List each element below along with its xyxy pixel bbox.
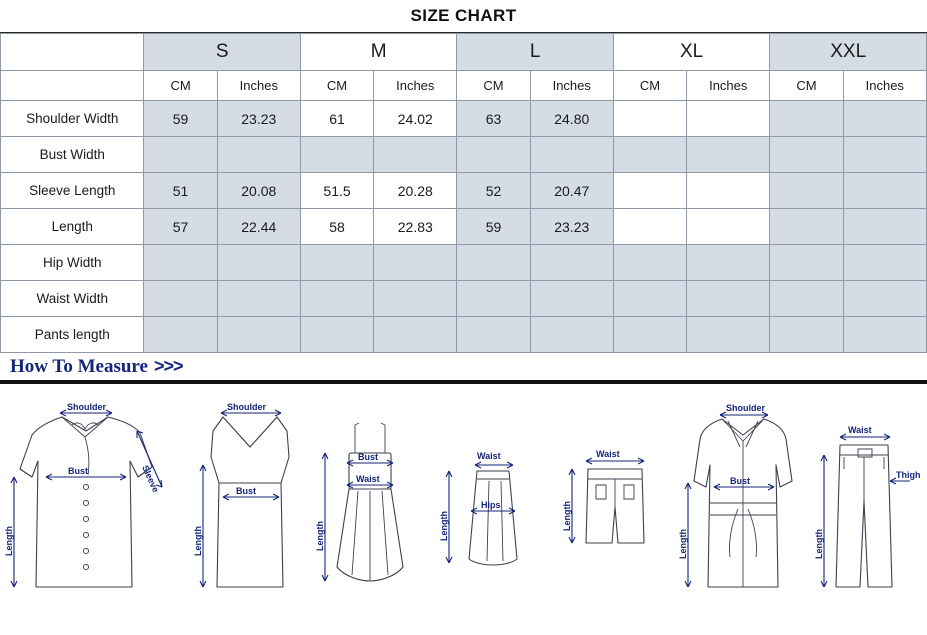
- table-row-units: [1, 71, 927, 101]
- cell-value: [770, 137, 843, 173]
- cell-value: [300, 137, 373, 173]
- cell-value: [530, 317, 613, 353]
- size-header-xl: XL: [613, 34, 769, 71]
- cell-value: 23.23: [530, 209, 613, 245]
- figure-label-length: Length: [439, 511, 450, 541]
- unit-m-cm: CM: [300, 71, 373, 101]
- unit-s-in: Inches: [217, 71, 300, 101]
- figure-label-bust: Bust: [729, 476, 750, 486]
- unit-s-cm: CM: [144, 71, 217, 101]
- figure-label-bust: Bust: [68, 466, 88, 476]
- figure-label-waist: Waist: [356, 474, 380, 484]
- cell-value: [687, 209, 770, 245]
- table-row: [1, 317, 927, 353]
- figure-label-hips: Hips: [481, 500, 501, 510]
- size-header-s: S: [144, 34, 300, 71]
- unit-row-corner: [1, 71, 144, 101]
- cell-value: 20.47: [530, 173, 613, 209]
- cell-value: [770, 281, 843, 317]
- table-row-sizes: [1, 34, 927, 71]
- table-row: [1, 173, 927, 209]
- cell-value: [144, 281, 217, 317]
- cell-value: 59: [144, 101, 217, 137]
- figure-label-length: Length: [193, 526, 204, 556]
- cell-value: 22.44: [217, 209, 300, 245]
- figure-label-length: Length: [4, 526, 14, 556]
- cell-value: [770, 317, 843, 353]
- cell-value: [457, 281, 530, 317]
- cell-value: [457, 245, 530, 281]
- cell-value: [144, 317, 217, 353]
- page-title-bar: [0, 0, 927, 33]
- cell-value: [843, 137, 926, 173]
- row-label: Length: [1, 209, 144, 245]
- cell-value: [770, 209, 843, 245]
- figure-label-shoulder: Shoulder: [227, 402, 267, 412]
- table-row: [1, 209, 927, 245]
- cell-value: [217, 281, 300, 317]
- size-header-l: L: [457, 34, 613, 71]
- cell-value: [300, 281, 373, 317]
- figure-coat: [678, 391, 808, 596]
- figure-label-length: Length: [561, 501, 572, 531]
- cell-value: [374, 281, 457, 317]
- table-corner-cell: [1, 34, 144, 71]
- figure-label-waist: Waist: [477, 451, 502, 461]
- cell-value: [687, 245, 770, 281]
- cell-value: [843, 101, 926, 137]
- cell-value: [217, 317, 300, 353]
- figure-label-sleeve: Sleeve: [140, 463, 161, 494]
- table-row: [1, 137, 927, 173]
- row-label: Bust Width: [1, 137, 144, 173]
- cell-value: 22.83: [374, 209, 457, 245]
- cell-value: [687, 281, 770, 317]
- cell-value: [217, 245, 300, 281]
- cell-value: [687, 137, 770, 173]
- cell-value: 57: [144, 209, 217, 245]
- cell-value: [843, 173, 926, 209]
- row-label: Waist Width: [1, 281, 144, 317]
- table-row: [1, 245, 927, 281]
- cell-value: [687, 173, 770, 209]
- cell-value: 20.28: [374, 173, 457, 209]
- cell-value: [613, 209, 686, 245]
- cell-value: [613, 317, 686, 353]
- cell-value: [530, 245, 613, 281]
- figure-tank-top: [189, 391, 309, 596]
- cell-value: [144, 137, 217, 173]
- cell-value: 51.5: [300, 173, 373, 209]
- figure-label-bust: Bust: [358, 452, 379, 462]
- figure-dress: [311, 391, 431, 596]
- unit-l-in: Inches: [530, 71, 613, 101]
- figure-label-shoulder: Shoulder: [725, 403, 765, 413]
- cell-value: [530, 137, 613, 173]
- cell-value: 52: [457, 173, 530, 209]
- figure-label-shoulder: Shoulder: [67, 402, 107, 412]
- cell-value: [457, 317, 530, 353]
- unit-l-cm: CM: [457, 71, 530, 101]
- figure-shorts: [556, 391, 676, 596]
- cell-value: [613, 101, 686, 137]
- chevrons-right-icon: >>>: [153, 356, 183, 376]
- cell-value: 24.80: [530, 101, 613, 137]
- cell-value: [374, 137, 457, 173]
- cell-value: [217, 137, 300, 173]
- figure-label-waist: Waist: [595, 449, 620, 459]
- cell-value: [613, 281, 686, 317]
- cell-value: 63: [457, 101, 530, 137]
- cell-value: 58: [300, 209, 373, 245]
- figure-label-length: Length: [315, 521, 326, 551]
- size-header-m: M: [300, 34, 456, 71]
- cell-value: [613, 137, 686, 173]
- row-label: Sleeve Length: [1, 173, 144, 209]
- page-title: SIZE CHART: [410, 6, 517, 25]
- figure-label-bust: Bust: [236, 486, 257, 496]
- cell-value: 23.23: [217, 101, 300, 137]
- cell-value: [530, 281, 613, 317]
- row-label: Hip Width: [1, 245, 144, 281]
- size-chart-table: [0, 33, 927, 353]
- cell-value: 20.08: [217, 173, 300, 209]
- figure-label-length: Length: [677, 529, 688, 559]
- figure-blouse: [2, 391, 187, 596]
- cell-value: 24.02: [374, 101, 457, 137]
- cell-value: [613, 173, 686, 209]
- how-to-measure-label: How To Measure: [10, 355, 148, 377]
- unit-m-in: Inches: [374, 71, 457, 101]
- cell-value: [843, 281, 926, 317]
- row-label: Pants length: [1, 317, 144, 353]
- size-header-xxl: XXL: [770, 34, 927, 71]
- cell-value: [613, 245, 686, 281]
- cell-value: [687, 101, 770, 137]
- figure-label-length: Length: [813, 529, 824, 559]
- cell-value: [843, 245, 926, 281]
- cell-value: [843, 209, 926, 245]
- cell-value: [770, 245, 843, 281]
- figure-label-waist: Waist: [847, 425, 872, 435]
- unit-xl-cm: CM: [613, 71, 686, 101]
- cell-value: [457, 137, 530, 173]
- cell-value: [300, 245, 373, 281]
- cell-value: [770, 173, 843, 209]
- cell-value: [770, 101, 843, 137]
- figure-skirt: [433, 391, 553, 596]
- unit-xxl-cm: CM: [770, 71, 843, 101]
- row-label: Shoulder Width: [1, 101, 144, 137]
- figure-pants: [810, 391, 925, 596]
- cell-value: [374, 245, 457, 281]
- cell-value: [843, 317, 926, 353]
- table-row: [1, 281, 927, 317]
- cell-value: 59: [457, 209, 530, 245]
- table-row: [1, 101, 927, 137]
- cell-value: 61: [300, 101, 373, 137]
- cell-value: [687, 317, 770, 353]
- unit-xl-in: Inches: [687, 71, 770, 101]
- cell-value: [144, 245, 217, 281]
- cell-value: [300, 317, 373, 353]
- how-to-measure-banner: [0, 353, 927, 384]
- figure-label-thigh: Thigh: [895, 470, 921, 480]
- cell-value: [374, 317, 457, 353]
- unit-xxl-in: Inches: [843, 71, 926, 101]
- measurement-figures: [0, 384, 927, 596]
- cell-value: 51: [144, 173, 217, 209]
